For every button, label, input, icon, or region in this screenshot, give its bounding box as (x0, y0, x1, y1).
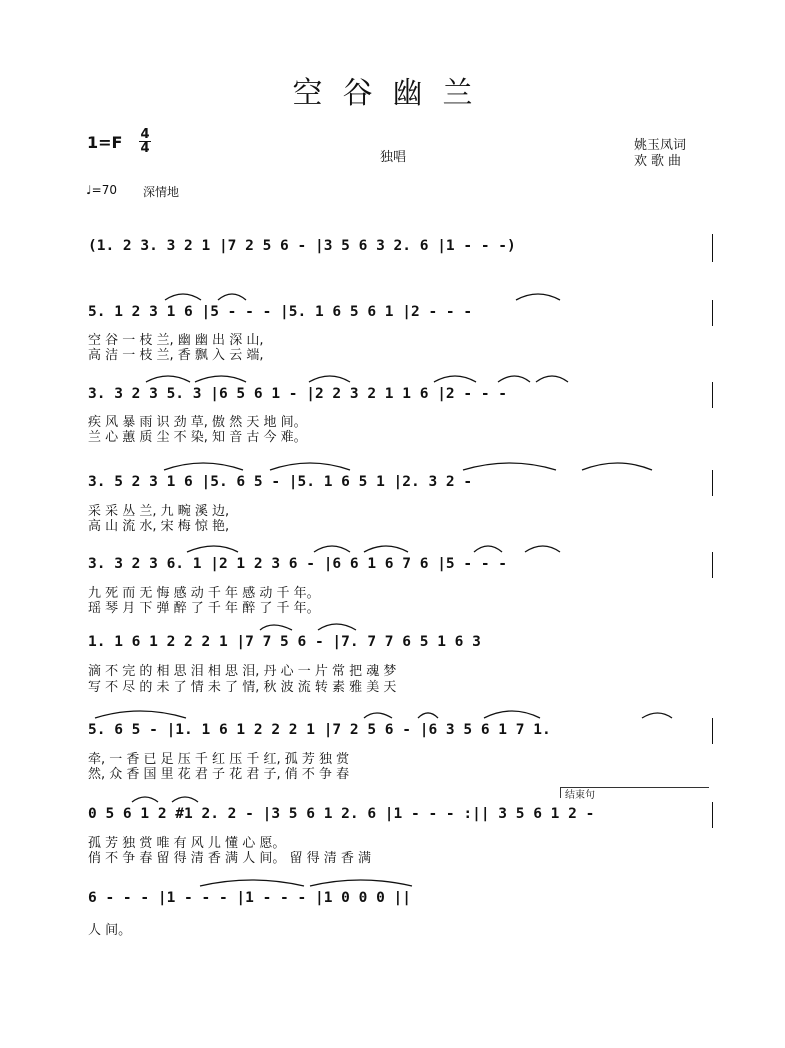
system-8-notes: 6 - - - |1 - - - |1 - - - |1 0 0 0 || (88, 890, 412, 906)
system-2-lyrics-verse-2: 兰 心 蕙 质 尘 不 染, 知 音 古 今 难。 (88, 430, 307, 445)
slur (582, 463, 652, 470)
system-5-notes: 1. 1 6 1 2 2 2 1 |7 7 5 6 - |7. 7 7 6 5 1 6 3 (88, 634, 481, 650)
system-1-lyrics-verse-2: 高 洁 一 枝 兰, 香 飘 入 云 端, (88, 348, 264, 363)
system-5-lyrics-verse-1: 滴 不 完 的 相 思 泪 相 思 泪, 丹 心 一 片 常 把 魂 梦 (88, 664, 397, 679)
system-8-lyrics-verse-1: 人 间。 (88, 923, 132, 938)
time-signature-top: 4 (140, 127, 150, 142)
time-signature-bottom: 4 (140, 141, 150, 156)
system-7-lyrics-verse-1: 孤 芳 独 赏 唯 有 风 儿 懂 心 愿。 (88, 836, 286, 851)
slur (498, 376, 530, 382)
slur (95, 711, 186, 718)
intro-notes: (1. 2 3. 3 2 1 |7 2 5 6 - |3 5 6 3 2. 6 |1 - - -) (88, 238, 516, 254)
system-2-lyrics-verse-1: 疾 风 暴 雨 识 劲 草, 傲 然 天 地 间。 (88, 415, 307, 430)
slur (318, 624, 356, 630)
slur (516, 294, 560, 300)
key-signature: 1=F (87, 133, 123, 152)
slur (218, 294, 246, 300)
slur (418, 713, 438, 718)
tempo-marking: ♩=70 (86, 183, 117, 197)
system-7-notes: 0 5 6 1 2 #1 2. 2 - |3 5 6 1 2. 6 |1 - - - :|| 3 5 6 1 2 - (88, 806, 595, 822)
system-3-notes: 3. 5 2 3 1 6 |5. 6 5 - |5. 1 6 5 1 |2. 3 2 - (88, 474, 473, 490)
slur (314, 546, 350, 552)
expression-marking: 深情地 (143, 185, 180, 199)
slur (474, 546, 502, 552)
slur (270, 463, 350, 470)
slur (164, 463, 243, 470)
ending-label: 结束句 (565, 790, 595, 801)
slur (309, 376, 350, 382)
system-4-notes: 3. 3 2 3 6. 1 |2 1 2 3 6 - |6 6 1 6 7 6 |5 - - - (88, 556, 508, 572)
slur (364, 713, 392, 718)
slur (536, 376, 568, 382)
system-6-notes: 5. 6 5 - |1. 1 6 1 2 2 2 1 |7 2 5 6 - |6 3 5 6 1 7 1. (88, 722, 551, 738)
slur (165, 294, 201, 300)
system-3-lyrics-verse-1: 采 采 丛 兰, 九 畹 溪 边, (88, 504, 230, 519)
slur (463, 463, 556, 470)
system-1-lyrics-verse-1: 空 谷 一 枝 兰, 幽 幽 出 深 山, (88, 333, 264, 348)
system-3-lyrics-verse-2: 高 山 流 水, 宋 梅 惊 艳, (88, 519, 230, 534)
slur (187, 546, 238, 552)
system-6-lyrics-verse-2: 然, 众 香 国 里 花 君 子 花 君 子, 俏 不 争 春 (88, 767, 350, 782)
system-1-notes: 5. 1 2 3 1 6 |5 - - - |5. 1 6 5 6 1 |2 - - - (88, 304, 473, 320)
slur (200, 880, 304, 886)
slur (642, 713, 672, 718)
system-4-lyrics-verse-2: 瑶 琴 月 下 弹 醉 了 千 年 醉 了 千 年。 (88, 601, 320, 616)
slur (484, 711, 540, 718)
song-title: 空谷幽兰 (292, 76, 493, 111)
slur (434, 376, 476, 382)
slur (525, 546, 560, 552)
slur (195, 376, 246, 382)
slur (310, 880, 412, 886)
slur (132, 797, 158, 802)
system-7-lyrics-verse-2: 俏 不 争 春 留 得 清 香 满 人 间。 留 得 清 香 满 (88, 851, 371, 866)
slur (146, 376, 190, 382)
performance-type: 独唱 (380, 150, 407, 165)
slur (364, 546, 408, 552)
system-6-lyrics-verse-1: 牵, 一 香 已 足 压 千 红 压 千 红, 孤 芳 独 赏 (88, 752, 350, 767)
slur (172, 797, 198, 802)
system-4-lyrics-verse-1: 九 死 而 无 悔 感 动 千 年 感 动 千 年。 (88, 586, 320, 601)
composer-credit: 欢歌曲 (634, 154, 686, 169)
system-2-notes: 3. 3 2 3 5. 3 |6 5 6 1 - |2 2 3 2 1 1 6 |2 - - - (88, 386, 508, 402)
slur (260, 625, 292, 630)
system-5-lyrics-verse-2: 写 不 尽 的 未 了 情 未 了 情, 秋 波 流 转 素 雅 美 天 (88, 680, 397, 695)
lyricist-credit: 姚玉凤词 (634, 138, 687, 153)
